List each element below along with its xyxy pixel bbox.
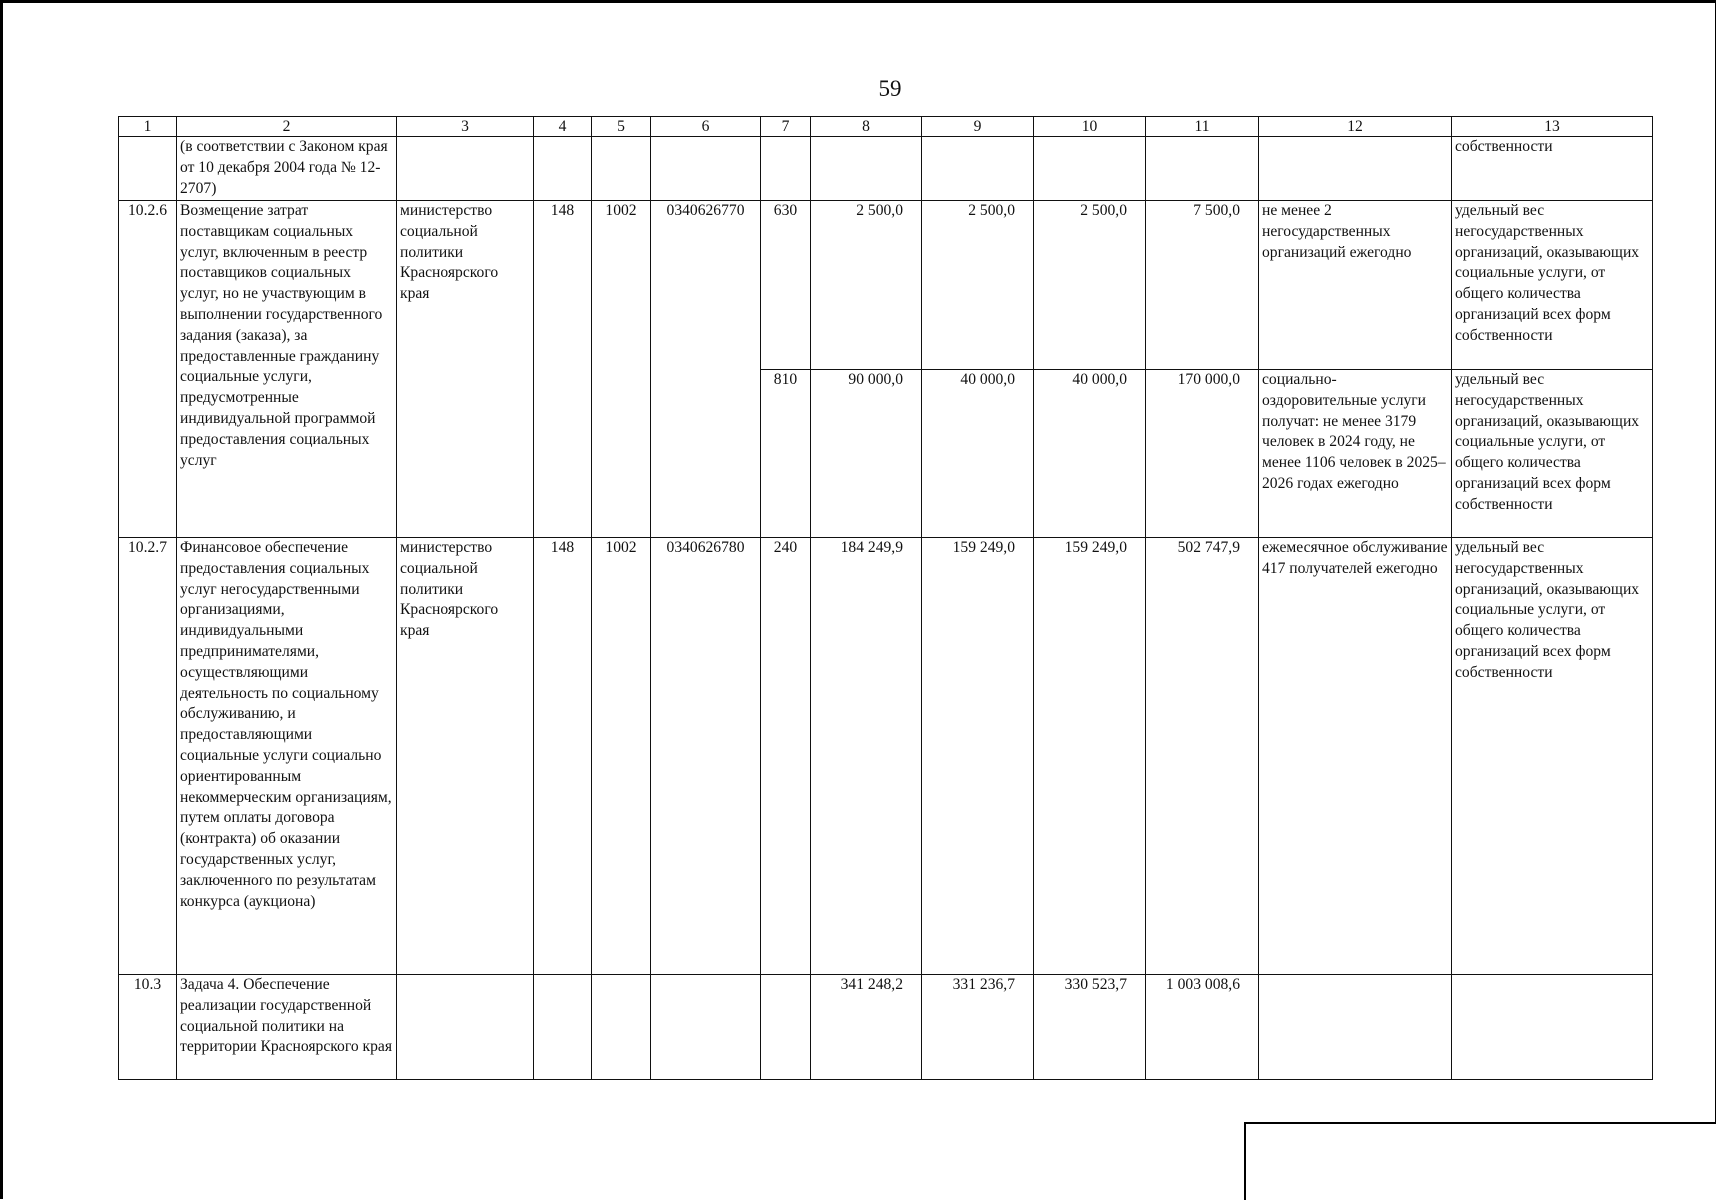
csr-code: 0340626780	[651, 538, 761, 975]
amount-total: 1 003 008,6	[1146, 975, 1259, 1080]
column-header: 4	[534, 117, 592, 137]
column-header: 3	[397, 117, 534, 137]
column-header: 13	[1452, 117, 1653, 137]
column-header: 1	[119, 117, 177, 137]
column-header: 5	[592, 117, 651, 137]
measure-name-cell: (в соответствии с Законом края от 10 декабря 2004 года № 12-2707)	[177, 137, 397, 201]
amount-2024: 184 249,9	[811, 538, 922, 975]
scan-corner-mark	[1244, 1122, 1716, 1200]
vr-code: 630	[761, 201, 811, 370]
expected-result-cell: не менее 2 негосударственных организаций ежегодно	[1259, 201, 1452, 370]
measure-name-cell: Финансовое обеспечение предоставления социальных услуг негосударственными организациями, индивидуальными предпринимателями, осуществляющими деятельность по социальному обслуживанию, и предоставляющими социальные услуги социально ориентированным некоммерческим организациям, путем оплаты договора (контракта) об оказании государственных услуг, заключенного по результатам конкурса (аукциона)	[177, 538, 397, 975]
amount-2024: 341 248,2	[811, 975, 922, 1080]
row-number: 10.2.6	[119, 201, 177, 538]
vr-code: 810	[761, 370, 811, 538]
column-header: 6	[651, 117, 761, 137]
rzpr-code: 1002	[592, 538, 651, 975]
column-number-row	[119, 117, 1653, 137]
row-number: 10.3	[119, 975, 177, 1080]
amount-2025: 2 500,0	[922, 201, 1034, 370]
column-header: 7	[761, 117, 811, 137]
expected-result-cell: ежемесячное обслуживание 417 получателей ежегодно	[1259, 538, 1452, 975]
column-header: 9	[922, 117, 1034, 137]
page-number: 59	[878, 76, 902, 101]
amount-2024: 2 500,0	[811, 201, 922, 370]
expected-result-cell: социально-оздоровительные услуги получат: не менее 3179 человек в 2024 году, не менее 1106 человек в 2025–2026 годах ежегодно	[1259, 370, 1452, 538]
agency-cell: министерство социальной политики Красноярского края	[397, 201, 534, 538]
column-header: 2	[177, 117, 397, 137]
csr-code: 0340626770	[651, 201, 761, 538]
amount-2026: 40 000,0	[1034, 370, 1146, 538]
table-row-10-2-7	[119, 538, 1653, 975]
amount-2026: 330 523,7	[1034, 975, 1146, 1080]
column-header: 11	[1146, 117, 1259, 137]
table-row-continuation	[119, 137, 1653, 201]
row-number: 10.2.7	[119, 538, 177, 975]
amount-2025: 40 000,0	[922, 370, 1034, 538]
measure-name-cell: Возмещение затрат поставщикам социальных услуг, включенным в реестр поставщиков социальных услуг, но не участвующим в выполнении государственного задания (заказа), за предоставленные гражданину социальные услуги, предусмотренные индивидуальной программой предоставления социальных услуг	[177, 201, 397, 538]
column-header: 8	[811, 117, 922, 137]
amount-2026: 159 249,0	[1034, 538, 1146, 975]
amount-total: 170 000,0	[1146, 370, 1259, 538]
amount-total: 7 500,0	[1146, 201, 1259, 370]
grbs-code: 148	[534, 538, 592, 975]
measure-name-cell: Задача 4. Обеспечение реализации государственной социальной политики на территории Красноярского края	[177, 975, 397, 1080]
program-table	[118, 116, 1653, 1080]
indicator-cell: удельный вес негосударственных организаций, оказывающих социальные услуги, от общего количества организаций всех форм собственности	[1452, 201, 1653, 370]
grbs-code: 148	[534, 201, 592, 538]
amount-2026: 2 500,0	[1034, 201, 1146, 370]
indicator-cell: удельный вес негосударственных организаций, оказывающих социальные услуги, от общего количества организаций всех форм собственности	[1452, 538, 1653, 975]
indicator-cell: собственности	[1452, 137, 1653, 201]
column-header: 10	[1034, 117, 1146, 137]
indicator-cell: удельный вес негосударственных организаций, оказывающих социальные услуги, от общего количества организаций всех форм собственности	[1452, 370, 1653, 538]
table-row-10-3	[119, 975, 1653, 1080]
amount-total: 502 747,9	[1146, 538, 1259, 975]
amount-2024: 90 000,0	[811, 370, 922, 538]
rzpr-code: 1002	[592, 201, 651, 538]
table-row-10-2-6	[119, 201, 1653, 370]
agency-cell: министерство социальной политики Красноярского края	[397, 538, 534, 975]
column-header: 12	[1259, 117, 1452, 137]
vr-code: 240	[761, 538, 811, 975]
amount-2025: 159 249,0	[922, 538, 1034, 975]
amount-2025: 331 236,7	[922, 975, 1034, 1080]
